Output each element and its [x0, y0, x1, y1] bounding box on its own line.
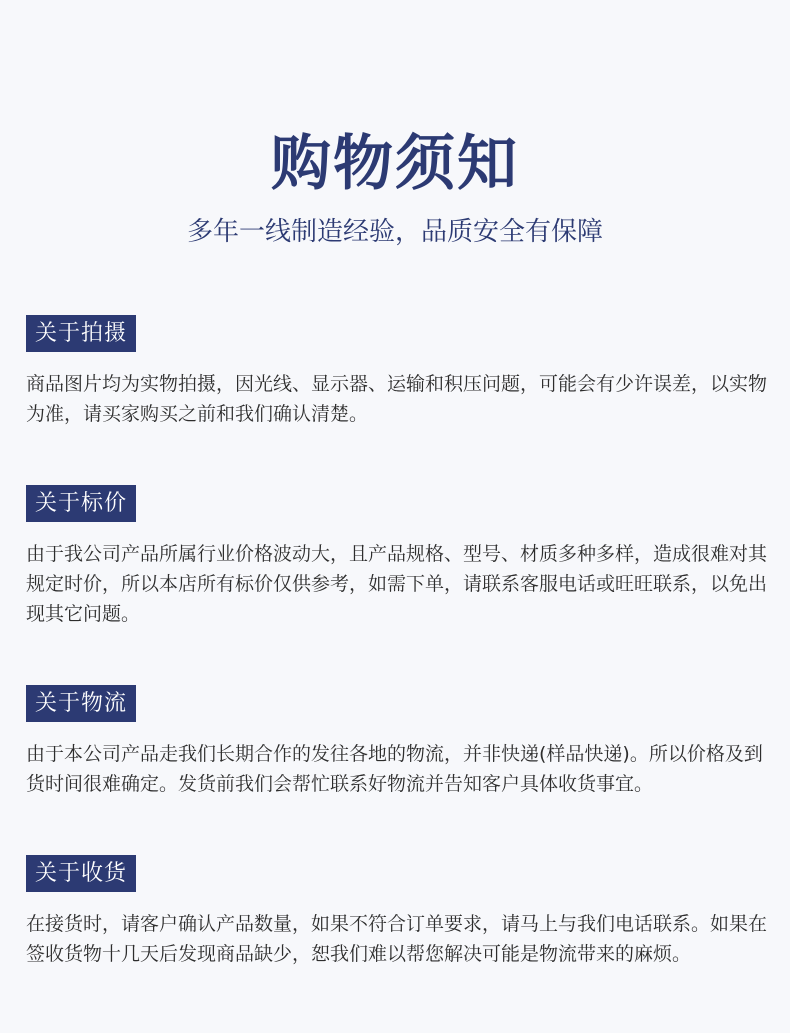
section-text: 由于本公司产品走我们长期合作的发往各地的物流，并非快递(样品快递)。所以价格及到货时间很难确定。发货前我们会帮忙联系好物流并告知客户具体收货事宜。	[26, 743, 763, 795]
page-title: 购物须知	[271, 129, 519, 199]
section-heading: 关于标价	[26, 485, 136, 522]
section-heading: 关于收货	[26, 855, 136, 892]
section-receiving	[26, 855, 770, 969]
section-heading: 关于物流	[26, 685, 136, 722]
section-logistics	[26, 685, 770, 799]
section-text: 在接货时，请客户确认产品数量，如果不符合订单要求，请马上与我们电话联系。如果在签收货物十几天后发现商品缺少，恕我们难以帮您解决可能是物流带来的麻烦。	[26, 913, 768, 965]
section-pricing	[26, 485, 770, 629]
section-text: 由于我公司产品所属行业价格波动大，且产品规格、型号、材质多种多样，造成很难对其规定时价，所以本店所有标价仅供参考，如需下单，请联系客服电话或旺旺联系，以免出现其它问题。	[26, 543, 768, 625]
page-subtitle: 多年一线制造经验，品质安全有保障	[186, 217, 603, 247]
section-heading: 关于拍摄	[26, 315, 136, 352]
section-text: 商品图片均为实物拍摄，因光线、显示器、运输和积压问题，可能会有少许误差，以实物为准，请买家购买之前和我们确认清楚。	[26, 373, 768, 425]
section-photography	[26, 315, 770, 429]
